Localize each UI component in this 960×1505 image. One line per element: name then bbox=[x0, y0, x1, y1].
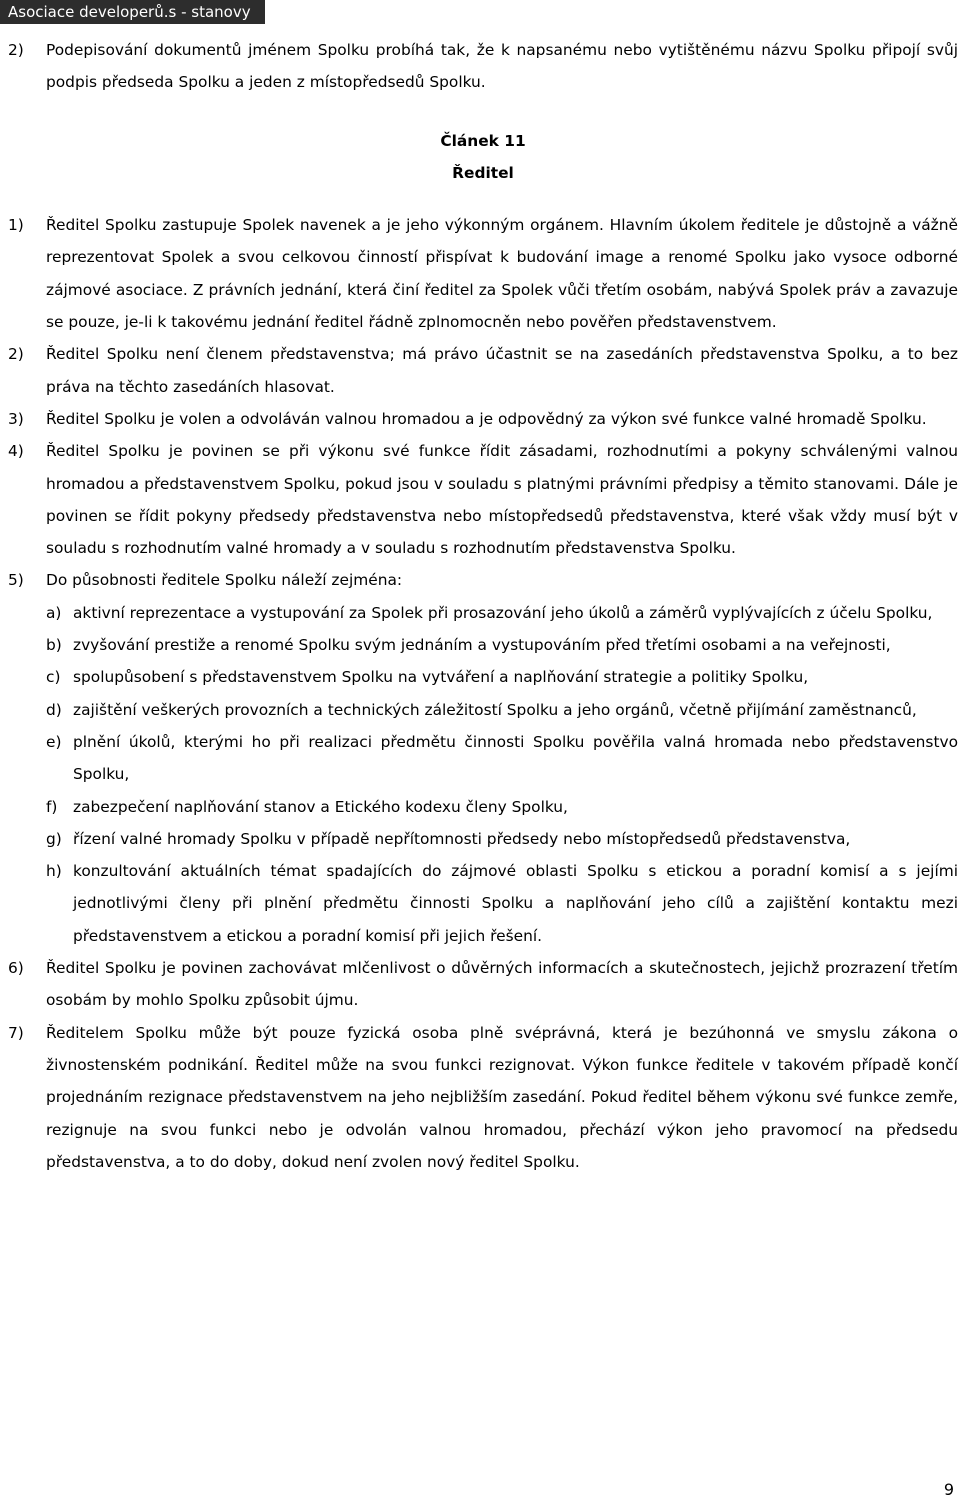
list-item bbox=[8, 209, 958, 338]
item-number: 2) bbox=[8, 41, 24, 59]
item-text: Ředitel Spolku je volen a odvoláván valnou hromadou a je odpovědný za výkon své funkce valné hromadě Spolku. bbox=[46, 409, 927, 428]
list-item bbox=[8, 952, 958, 1017]
spacer bbox=[8, 189, 958, 209]
item-text: Podepisování dokumentů jménem Spolku probíhá tak, že k napsanému nebo vytištěnému názvu Spolku připojí svůj podpis předseda Spolku a jeden z místopředsedů Spolku. bbox=[46, 41, 958, 92]
sub-item-text: zabezpečení naplňování stanov a Etického kodexu členy Spolku, bbox=[73, 797, 568, 816]
article-number: Článek 11 bbox=[440, 131, 526, 150]
sub-item-text: konzultování aktuálních témat spadajících do zájmové oblasti Spolku s etickou a poradní komisí a s jejími jednotlivými členy při plnění předmětu činnosti Spolku a naplňování jeho cílů a zajištění kontaktu mezi představenstvem a etickou a poradní komisí při jejich řešení. bbox=[73, 862, 958, 945]
sub-list-item bbox=[46, 661, 958, 693]
item-text: Ředitel Spolku není členem představenstva; má právo účastnit se na zasedáních představenstva Spolku, a to bez práva na těchto zasedáních hlasovat. bbox=[46, 345, 958, 396]
sub-item-letter: b) bbox=[46, 636, 62, 655]
item-text: Ředitel Spolku zastupuje Spolek navenek a je jeho výkonným orgánem. Hlavním úkolem ředitele je důstojně a vážně reprezentovat Spolek a svou celkovou činností přispívat k budování image a renomé Spolku jako vysoce odborné zájmové asociace. Z právních jednání, která činí ředitel za Spolek vůči třetím osobám, nabývá Spolek práv a zavazuje se pouze, je-li k takovému jednání ředitel řádně zplnomocněn nebo pověřen představenstvem. bbox=[46, 216, 958, 332]
item-number: 4) bbox=[8, 442, 24, 461]
sub-item-letter: d) bbox=[46, 700, 62, 719]
item-number: 6) bbox=[8, 959, 24, 978]
sub-item-letter: c) bbox=[46, 668, 61, 687]
sub-list-item bbox=[46, 694, 958, 726]
sub-item-letter: a) bbox=[46, 603, 62, 622]
page-number: 9 bbox=[943, 1480, 954, 1499]
sub-item-text: zajištění veškerých provozních a technických záležitostí Spolku a jeho orgánů, včetně přijímání zaměstnanců, bbox=[73, 700, 917, 719]
article-title: Ředitel bbox=[452, 163, 514, 182]
item-number: 3) bbox=[8, 409, 24, 428]
item-text: Do působnosti ředitele Spolku náleží zejména: bbox=[46, 571, 403, 590]
sub-list-item bbox=[46, 823, 958, 855]
sub-list-item bbox=[46, 597, 958, 629]
sub-item-letter: f) bbox=[46, 797, 58, 816]
sub-list-item bbox=[46, 629, 958, 661]
list-item bbox=[8, 1017, 958, 1178]
item-number: 7) bbox=[8, 1023, 24, 1042]
item-text: Ředitelem Spolku může být pouze fyzická osoba plně svéprávná, která je bezúhonná ve smyslu zákona o živnostenském podnikání. Ředitel může na svou funkci rezignovat. Výkon funkce ředitele v takovém případě končí projednáním rezignace představenstvem na jeho nejbližším zasedání. Pokud ředitel během výkonu své funkce zemře, rezignuje na svou funkci nebo je odvolán valnou hromadou, přechází výkon jeho pravomocí na předsedu představenstva, a to do doby, dokud není zvolen nový ředitel Spolku. bbox=[46, 1023, 958, 1171]
window-tab[interactable]: Asociace developerů.s - stanovy bbox=[0, 0, 265, 24]
spacer bbox=[8, 99, 958, 125]
list-item bbox=[8, 338, 958, 403]
item-text: Ředitel Spolku je povinen se při výkonu své funkce řídit zásadami, rozhodnutími a pokyny schválenými valnou hromadou a představenstvem Spolku, pokud jsou v souladu s platnými právními předpisy a těmito stanovami. Dále je povinen se řídit pokyny předsedy představenstva nebo místopředsedů představenstva, které však vždy musí být v souladu s rozhodnutím valné hromady a v souladu s rozhodnutím představenstva Spolku. bbox=[46, 442, 958, 558]
sub-item-letter: g) bbox=[46, 829, 62, 848]
list-item bbox=[8, 34, 958, 99]
item-number: 5) bbox=[8, 571, 24, 590]
item-number: 2) bbox=[8, 345, 24, 364]
sub-item-text: řízení valné hromady Spolku v případě nepřítomnosti předsedy nebo místopředsedů představenstva, bbox=[73, 829, 851, 848]
sub-list-item bbox=[46, 791, 958, 823]
sub-item-text: aktivní reprezentace a vystupování za Spolek při prosazování jeho úkolů a záměrů vyplývajících z účelu Spolku, bbox=[73, 603, 933, 622]
list-item bbox=[8, 564, 958, 596]
list-item bbox=[8, 435, 958, 564]
sub-item-text: plnění úkolů, kterými ho při realizaci předmětu činnosti Spolku pověřila valná hromada nebo představenstvo Spolku, bbox=[73, 732, 958, 784]
document-body bbox=[8, 34, 958, 1178]
item-text: Ředitel Spolku je povinen zachovávat mlčenlivost o důvěrných informacích a skutečnostech, jejichž prozrazení třetím osobám by mohlo Spolku způsobit újmu. bbox=[46, 959, 958, 1010]
sub-list-item bbox=[46, 855, 958, 952]
sub-item-letter: e) bbox=[46, 732, 62, 751]
sub-item-letter: h) bbox=[46, 862, 62, 881]
sub-item-text: zvyšování prestiže a renomé Spolku svým jednáním a vystupováním před třetími osobami a na veřejnosti, bbox=[73, 636, 891, 655]
sub-item-text: spolupůsobení s představenstvem Spolku na vytváření a naplňování strategie a politiky Spolku, bbox=[73, 668, 809, 687]
sub-list-item bbox=[46, 726, 958, 791]
list-item bbox=[8, 403, 958, 435]
item-number: 1) bbox=[8, 216, 24, 235]
